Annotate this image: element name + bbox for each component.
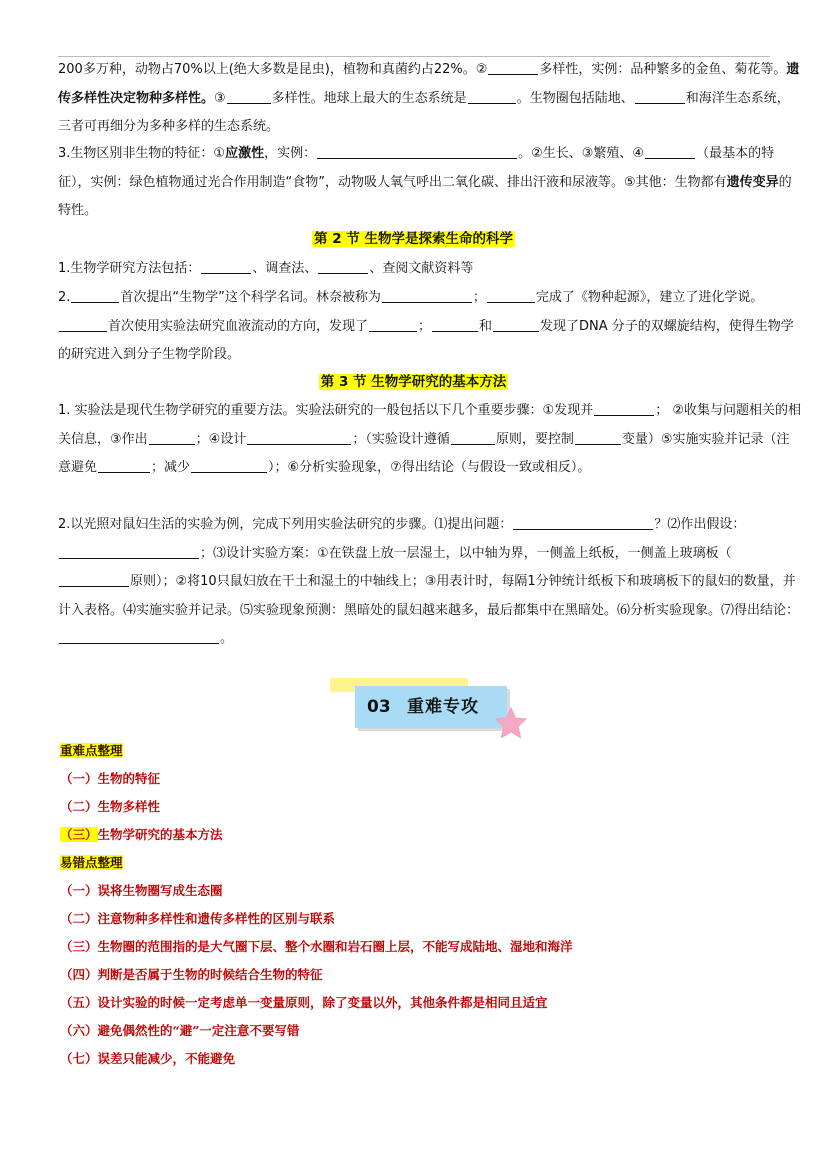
banner-title: 重难专攻 xyxy=(407,697,479,717)
text: 200多万种，动物占70%以上(绝大多数是昆虫)，植物和真菌约占22%。② xyxy=(58,62,488,77)
section-3-title xyxy=(0,371,827,393)
text: 2. xyxy=(58,290,71,305)
text: 和 xyxy=(479,318,493,334)
text: 1.生物学研究方法包括： xyxy=(58,261,201,276)
text: 多样性。地球上最大的生态系统是 xyxy=(271,90,467,106)
list-item: （二）注意物种多样性和遗传多样性的区别与联系 xyxy=(60,911,336,926)
fill-blank[interactable] xyxy=(317,144,517,159)
paragraph-biodiversity xyxy=(58,56,802,142)
list-item: （四）判断是否属于生物的时候结合生物的特征 xyxy=(60,967,323,982)
section-title-text: 第 2 节 生物学是探索生命的科学 xyxy=(314,231,513,247)
list-item: （一）误将生物圈写成生态圈 xyxy=(60,883,223,898)
text: 2.以光照对鼠妇生活的实验为例，完成下列用实验法研究的步骤。⑴提出问题： xyxy=(58,517,513,532)
section-title-text: 第 3 节 生物学研究的基本方法 xyxy=(320,374,507,390)
fill-blank[interactable] xyxy=(71,288,119,303)
text: 1. 实验法是现代生物学研究的重要方法。实验法研究的一般包括以下几个重要步骤：①发现并 xyxy=(58,403,594,418)
fill-blank[interactable] xyxy=(635,89,685,104)
item-number: （三） xyxy=(60,827,98,842)
text: 和海洋生态系统，三者可再细分为多种多样的生态系统。 xyxy=(58,90,790,134)
fill-blank[interactable] xyxy=(645,144,695,159)
text: ，实例： xyxy=(264,146,317,161)
fill-blank[interactable] xyxy=(191,458,267,473)
paragraph-experiment-steps xyxy=(58,397,802,483)
fill-blank[interactable] xyxy=(488,60,538,75)
list-item: （六）避免偶然性的“避”一定注意不要写错 xyxy=(60,1023,300,1038)
paragraph-woodlouse-experiment xyxy=(58,511,802,654)
item-number: （二） xyxy=(60,799,98,814)
section-2-title xyxy=(0,228,827,250)
text: 原则，要控制 xyxy=(495,431,574,447)
paragraph-research-methods xyxy=(58,255,802,284)
fill-blank[interactable] xyxy=(493,317,539,332)
text: 。 xyxy=(220,631,234,646)
bold-text: 遗传变异 xyxy=(726,174,779,190)
fill-blank[interactable] xyxy=(594,401,654,416)
fill-blank[interactable] xyxy=(227,89,271,104)
list-item: （七）误差只能减少，不能避免 xyxy=(60,1051,236,1066)
text: 首次提出“生物学”这个科学名词。林奈被称为 xyxy=(120,290,381,305)
list-item: （三）生物圈的范围指的是大气圈下层、整个水圈和岩石圈上层，不能写成陆地、湿地和海洋 xyxy=(60,939,573,954)
star-icon xyxy=(494,706,528,740)
list-item: （五）设计实验的时候一定考虑单一变量原则，除了变量以外，其他条件都是相同且适宜 xyxy=(60,995,548,1010)
text: 3.生物区别非生物的特征：① xyxy=(58,146,226,161)
item-text: 生物的特征 xyxy=(97,771,161,786)
text: ；减少 xyxy=(151,460,191,475)
error-points-heading xyxy=(60,852,123,874)
section-banner xyxy=(355,686,507,728)
fill-blank[interactable] xyxy=(59,629,219,644)
fill-blank[interactable] xyxy=(318,259,368,274)
fill-blank[interactable] xyxy=(149,430,195,445)
text: ； xyxy=(472,290,486,305)
text: 。生物圈包括陆地、 xyxy=(516,90,634,106)
fill-blank[interactable] xyxy=(432,317,478,332)
key-points-heading xyxy=(60,740,123,762)
text: （最基本的特征），实例：绿色植物通过光合作用制造“食物”，动物吸人氧气呼出二氧化碳、排出汗液和尿液等。⑤其他：生物都有 xyxy=(58,146,775,190)
item-text: 生物多样性 xyxy=(97,799,161,814)
banner-number: 03 xyxy=(367,697,391,717)
fill-blank[interactable] xyxy=(59,544,199,559)
text: ；④设计 xyxy=(195,431,247,447)
list-item xyxy=(60,824,223,846)
text: 首次使用实验法研究血液流动的方向，发现了 xyxy=(108,318,369,334)
fill-blank[interactable] xyxy=(487,288,535,303)
text: ； xyxy=(418,318,432,334)
text: 、调查法、 xyxy=(252,261,318,276)
fill-blank[interactable] xyxy=(247,430,351,445)
text: 、查阅文献资料等 xyxy=(369,261,474,276)
text: 的特性。 xyxy=(58,174,792,218)
fill-blank[interactable] xyxy=(575,430,621,445)
fill-blank[interactable] xyxy=(513,515,653,530)
text: ； ②收集与问题相关的相关信息，③作出 xyxy=(58,403,801,447)
item-number: （一） xyxy=(60,771,98,786)
text: ）；⑥分析实验现象，⑦得出结论（与假设一致或相反）。 xyxy=(268,460,591,475)
fill-blank[interactable] xyxy=(98,458,150,473)
text: ？⑵作出假设： xyxy=(654,517,746,532)
paragraph-history xyxy=(58,284,802,370)
list-item xyxy=(60,768,160,790)
text: 发现了DNA 分子的双螺旋结构，使得生物学的研究进入到分子生物学阶段。 xyxy=(58,318,794,362)
text: 原则）；②将10只鼠妇放在干土和湿土的中轴线上；③用表计时，每隔1分钟统计纸板下和玻璃板下的鼠妇的数量，并计入表格。⑷实施实验并记录。⑸实验现象预测：黑暗处的鼠妇越来越多，最后都集中在黑暗处。⑹分析实验现象。⑺得出结论： xyxy=(58,574,800,618)
fill-blank[interactable] xyxy=(59,572,129,587)
text: ；（实验设计遵循 xyxy=(352,431,450,447)
paragraph-life-features xyxy=(58,140,802,226)
fill-blank[interactable] xyxy=(451,430,495,445)
text: 完成了《物种起源》，建立了进化学说。 xyxy=(535,290,764,305)
heading-text: 重难点整理 xyxy=(60,743,123,758)
bold-text: 遗传多样性决定物种多样性。 xyxy=(58,62,800,106)
fill-blank[interactable] xyxy=(201,259,251,274)
item-text: 生物学研究的基本方法 xyxy=(97,827,223,842)
bold-text: 应激性 xyxy=(225,146,265,161)
fill-blank[interactable] xyxy=(59,317,107,332)
text: ；⑶设计实验方案：①在铁盘上放一层湿土，以中轴为界，一侧盖上纸板，一侧盖上玻璃板（ xyxy=(200,545,732,561)
list-item xyxy=(60,796,160,818)
text: 多样性，实例：品种繁多的金鱼、菊花等。 xyxy=(539,62,787,77)
text: 变量）⑤实施实验并记录（注意避免 xyxy=(58,431,790,475)
fill-blank[interactable] xyxy=(382,288,472,303)
heading-text: 易错点整理 xyxy=(60,855,123,870)
fill-blank[interactable] xyxy=(369,317,417,332)
text: 。②生长、③繁殖、④ xyxy=(518,146,645,161)
fill-blank[interactable] xyxy=(468,89,516,104)
text: ③ xyxy=(214,90,226,106)
